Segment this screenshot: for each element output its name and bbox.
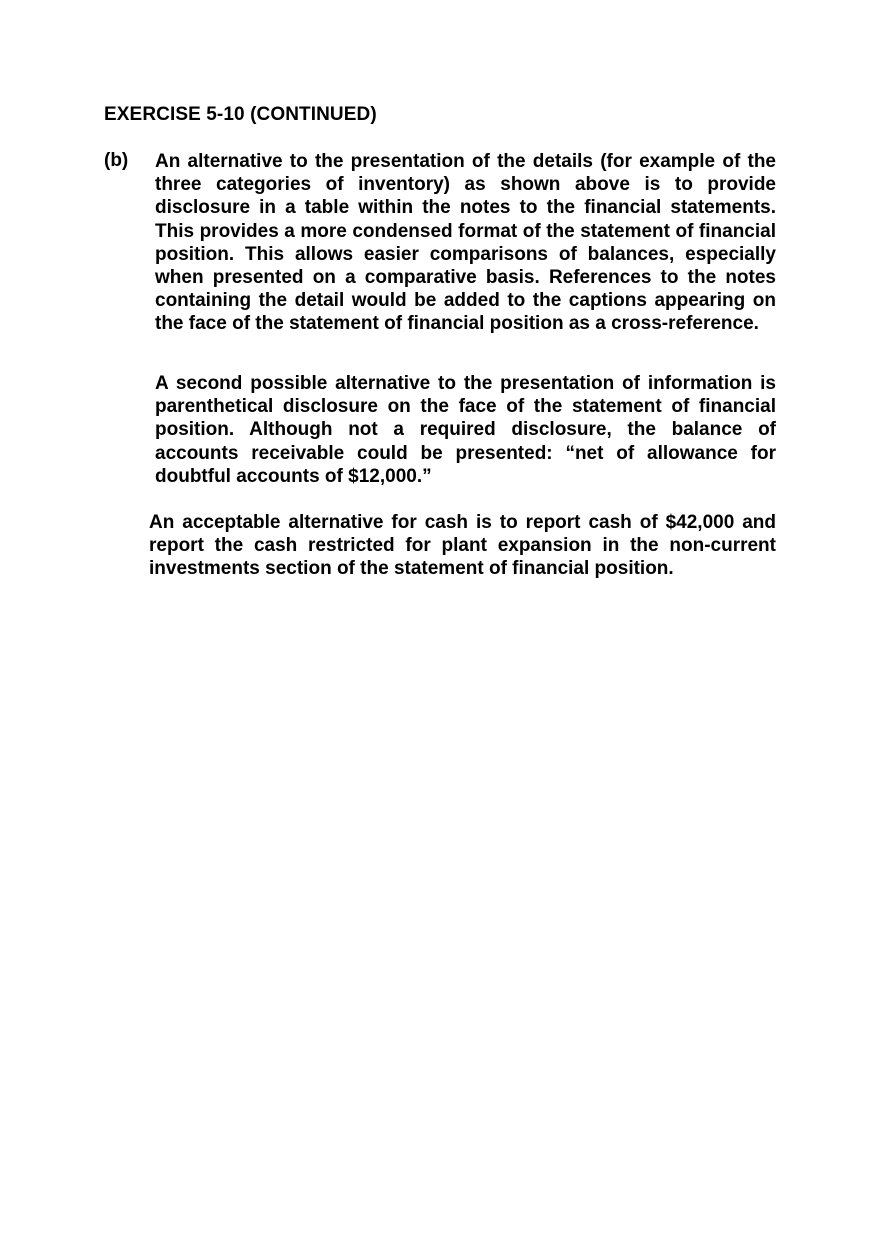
paragraph-cash-alternative: An acceptable alternative for cash is to report cash of $42,000 and report the cash restricted for plant expansion in the non-current investments section of the statement of financial position. [149,512,776,580]
exercise-heading: EXERCISE 5-10 (CONTINUED) [104,104,377,125]
part-b-label: (b) [104,150,129,171]
paragraph-parenthetical-disclosure: A second possible alternative to the presentation of information is parenthetical disclosure on the face of the statement of financial position. Although not a required disclosure, the balance of accounts receivable could be presented: “net of allowance for doubtful accounts of $12,000.” [155,373,776,487]
paragraph-notes-disclosure: An alternative to the presentation of the details (for example of the three categories of inventory) as shown above is to provide disclosure in a table within the notes to the financial statements. This provides a more condensed format of the statement of financial position. This allows easier comparisons of balances, especially when presented on a comparative basis. References to the notes containing the detail would be added to the captions appearing on the face of the statement of financial position as a cross-reference. [155,151,776,335]
